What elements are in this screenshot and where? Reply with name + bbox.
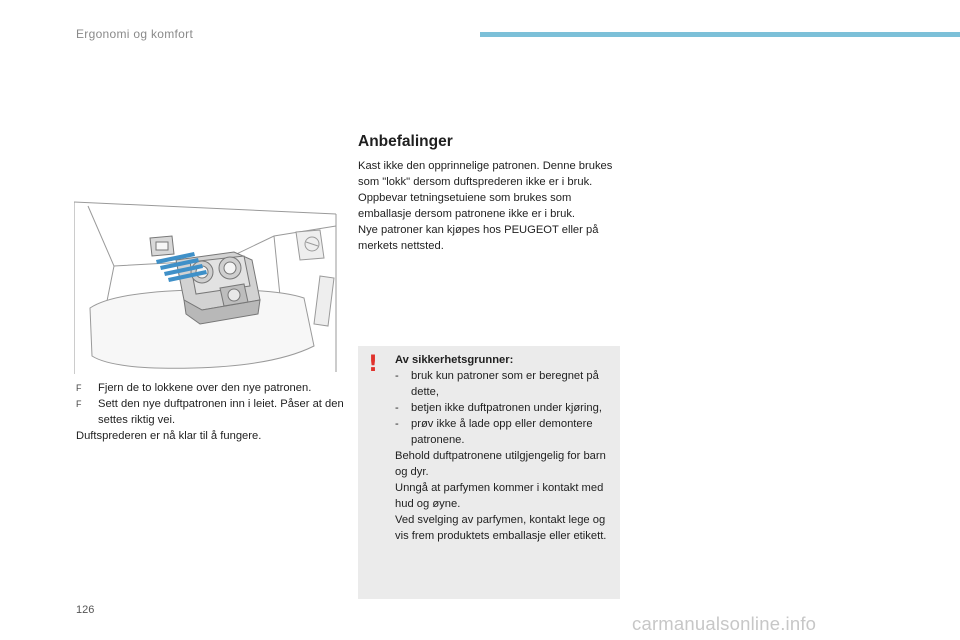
safety-warning-box (358, 346, 620, 599)
page-number: 126 (76, 604, 95, 616)
warning-title: Av sikkerhetsgrunner: (395, 354, 514, 366)
warning-exclamation-icon: ! (368, 352, 379, 377)
header-accent-bar (480, 32, 960, 37)
instruction-item (76, 396, 344, 428)
warning-bullet: - prøv ikke å lade opp eller demontere patronene. (395, 418, 593, 446)
recommendation-paragraph: Nye patroner kan kjøpes hos PEUGEOT eller på merkets nettsted. (358, 224, 599, 252)
recommendation-paragraph: Oppbevar tetningsetuiene som brukes som emballasje dersom patronene ikke er i bruk. (358, 192, 576, 220)
instructions-block (76, 380, 344, 444)
warning-paragraph: Behold duftpatronene utilgjengelig for barn og dyr. (395, 450, 606, 478)
instruction-conclusion: Duftsprederen er nå klar til å fungere. (76, 430, 262, 442)
recommendations-heading: Anbefalinger (358, 133, 453, 150)
section-title: Ergonomi og komfort (76, 27, 194, 41)
watermark-text: carmanualsonline.info (632, 613, 817, 634)
checkbox-bullet-icon: F (76, 399, 82, 409)
warning-content (395, 352, 613, 544)
checkbox-bullet-icon: F (76, 383, 82, 393)
instruction-text: Fjern de to lokkene over den nye patronen. (98, 382, 312, 394)
warning-bullet: - betjen ikke duftpatronen under kjøring, (395, 402, 602, 414)
warning-paragraph: Unngå at parfymen kommer i kontakt med hud og øyne. (395, 482, 604, 510)
recommendation-paragraph: Kast ikke den opprinnelige patronen. Denne brukes som "lokk" dersom duftsprederen ikke er i bruk. (358, 160, 613, 188)
recommendations-text (358, 158, 620, 254)
instruction-text: Sett den nye duftpatronen inn i leiet. Påser at den settes riktig vei. (98, 398, 344, 426)
glovebox-cartridge-illustration (74, 196, 338, 374)
warning-paragraph: Ved svelging av parfymen, kontakt lege og vis frem produktets emballasje eller etikett. (395, 514, 607, 542)
instruction-item (76, 380, 344, 396)
warning-bullet: - bruk kun patroner som er beregnet på dette, (395, 370, 599, 398)
